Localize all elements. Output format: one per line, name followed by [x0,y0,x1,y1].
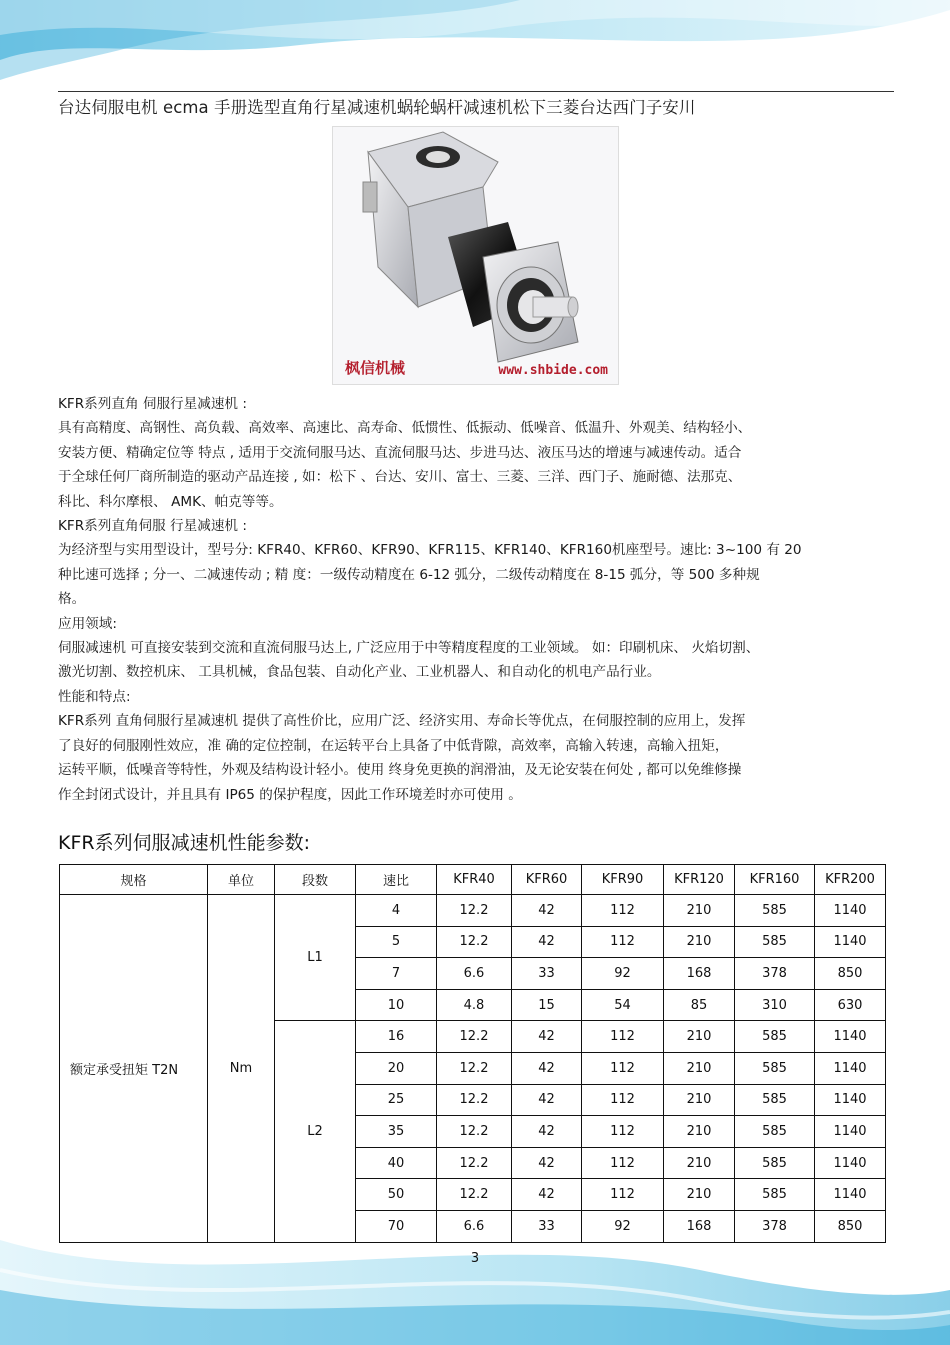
value-cell: 12.2 [437,895,512,927]
header-rule [58,91,894,92]
stage-cell: L1 [275,895,356,1021]
gearbox-illustration [333,127,618,384]
value-cell: 112 [582,1052,664,1084]
value-cell: 210 [664,1116,735,1148]
value-cell: 42 [512,1147,582,1179]
value-cell: 12.2 [437,1084,512,1116]
table-header-row [60,865,886,895]
value-cell: 12.2 [437,1052,512,1084]
photo-caption-brand: 枫信机械 [345,359,406,377]
value-cell: 4.8 [437,989,512,1021]
value-cell: 378 [735,958,815,990]
value-cell: 6.6 [437,958,512,990]
value-cell: 630 [815,989,886,1021]
spec-name-cell: 额定承受扭矩 T2N [60,895,208,1243]
column-header: 单位 [208,865,275,895]
value-cell: 1140 [815,1116,886,1148]
value-cell: 585 [735,895,815,927]
value-cell: 54 [582,989,664,1021]
section-title: KFR系列伺服减速机性能参数: [58,832,310,854]
value-cell: 1140 [815,1052,886,1084]
body-text [58,392,900,807]
ratio-cell: 50 [356,1179,437,1211]
value-cell: 378 [735,1210,815,1242]
value-cell: 850 [815,958,886,990]
value-cell: 310 [735,989,815,1021]
value-cell: 42 [512,1179,582,1211]
value-cell: 1140 [815,1084,886,1116]
value-cell: 112 [582,1179,664,1211]
ratio-cell: 35 [356,1116,437,1148]
paragraph-line: 安装方便、精确定位等 特点 , 适用于交流伺服马达、直流伺服马达、步进马达、液压马达的增速与减速传动。适合 [58,444,742,461]
paragraph-line: 性能和特点: [58,688,131,705]
column-header: KFR160 [735,865,815,895]
value-cell: 112 [582,1116,664,1148]
value-cell: 1140 [815,1179,886,1211]
value-cell: 210 [664,1084,735,1116]
column-header: KFR40 [437,865,512,895]
value-cell: 210 [664,1052,735,1084]
paragraph-line: 作全封闭式设计，并且具有 IP65 的保护程度，因此工作环境差时亦可使用 。 [58,786,522,803]
paragraph-line: 于全球任何厂商所制造的驱动产品连接 , 如：松下 、台达、安川、富士、三菱、三洋、西门子、施耐德、法那克、 [58,469,742,486]
ratio-cell: 16 [356,1021,437,1053]
ratio-cell: 20 [356,1052,437,1084]
column-header: KFR60 [512,865,582,895]
value-cell: 12.2 [437,926,512,958]
table-row [60,895,886,927]
paragraph-line: 运转平顺，低噪音等特性，外观及结构设计轻小。使用 终身免更换的润滑油，及无论安装在何处 , 都可以免维修操 [58,762,742,779]
document-header: 台达伺服电机 ecma 手册选型直角行星减速机蜗轮蜗杆减速机松下三菱台达西门子安川 [58,98,696,117]
value-cell: 42 [512,1116,582,1148]
value-cell: 112 [582,895,664,927]
value-cell: 33 [512,1210,582,1242]
column-header: 速比 [356,865,437,895]
stage-cell: L2 [275,1021,356,1242]
value-cell: 33 [512,958,582,990]
performance-table [59,864,886,1243]
ratio-cell: 40 [356,1147,437,1179]
value-cell: 585 [735,1084,815,1116]
value-cell: 42 [512,1084,582,1116]
ratio-cell: 7 [356,958,437,990]
paragraph-line: 伺服减速机 可直接安装到交流和直流伺服马达上, 广泛应用于中等精度程度的工业领域。 如：印刷机床、 火焰切割、 [58,640,760,657]
column-header: 规格 [60,865,208,895]
paragraph-line: 种比速可选择 ; 分一、二减速传动 ; 精 度：一级传动精度在 6-12 弧分，二级传动精度在 8-15 弧分，等 500 多种规 [58,566,760,583]
paragraph-line: 科比、科尔摩根、 AMK、帕克等等。 [58,493,283,510]
column-header: KFR120 [664,865,735,895]
value-cell: 112 [582,1084,664,1116]
value-cell: 585 [735,1021,815,1053]
product-photo [332,126,619,385]
ratio-cell: 5 [356,926,437,958]
value-cell: 210 [664,1147,735,1179]
value-cell: 168 [664,1210,735,1242]
value-cell: 210 [664,895,735,927]
photo-caption-url: www.shbide.com [498,363,608,378]
value-cell: 42 [512,895,582,927]
value-cell: 12.2 [437,1179,512,1211]
value-cell: 210 [664,926,735,958]
value-cell: 585 [735,1179,815,1211]
column-header: KFR90 [582,865,664,895]
value-cell: 1140 [815,926,886,958]
value-cell: 585 [735,1147,815,1179]
value-cell: 585 [735,926,815,958]
paragraph-line: KFR系列直角 伺服行星减速机 : [58,396,247,412]
value-cell: 1140 [815,1147,886,1179]
value-cell: 42 [512,1052,582,1084]
paragraph-line: 应用领域: [58,615,117,632]
value-cell: 112 [582,926,664,958]
value-cell: 12.2 [437,1021,512,1053]
paragraph-line: KFR系列 直角伺服行星减速机 提供了高性价比，应用广泛、经济实用、寿命长等优点，在伺服控制的应用上，发挥 [58,713,746,730]
value-cell: 585 [735,1052,815,1084]
value-cell: 15 [512,989,582,1021]
value-cell: 92 [582,958,664,990]
value-cell: 42 [512,1021,582,1053]
value-cell: 85 [664,989,735,1021]
value-cell: 112 [582,1147,664,1179]
paragraph-line: 具有高精度、高钢性、高负载、高效率、高速比、高寿命、低惯性、低振动、低噪音、低温升、外观美、结构轻小、 [58,420,752,437]
value-cell: 12.2 [437,1147,512,1179]
value-cell: 1140 [815,895,886,927]
paragraph-line: 为经济型与实用型设计，型号分: KFR40、KFR60、KFR90、KFR115、KFR140、KFR160机座型号。速比: 3~100 有 20 [58,542,802,559]
ratio-cell: 70 [356,1210,437,1242]
value-cell: 12.2 [437,1116,512,1148]
value-cell: 1140 [815,1021,886,1053]
paragraph-line: 激光切割、数控机床、 工具机械，食品包装、自动化产业、工业机器人、和自动化的机电产品行业。 [58,664,661,681]
paragraph-line: 格。 [58,591,86,608]
page-number: 3 [470,1251,480,1266]
paragraph-line: KFR系列直角伺服 行星减速机 : [58,518,247,535]
value-cell: 168 [664,958,735,990]
value-cell: 6.6 [437,1210,512,1242]
value-cell: 585 [735,1116,815,1148]
ratio-cell: 25 [356,1084,437,1116]
value-cell: 112 [582,1021,664,1053]
ratio-cell: 10 [356,989,437,1021]
value-cell: 210 [664,1179,735,1211]
paragraph-line: 了良好的伺服刚性效应，准 确的定位控制，在运转平台上具备了中低背隙，高效率，高输入转速，高输入扭矩， [58,737,729,754]
column-header: KFR200 [815,865,886,895]
unit-cell: Nm [208,895,275,1243]
column-header: 段数 [275,865,356,895]
value-cell: 850 [815,1210,886,1242]
value-cell: 42 [512,926,582,958]
value-cell: 210 [664,1021,735,1053]
value-cell: 92 [582,1210,664,1242]
ratio-cell: 4 [356,895,437,927]
